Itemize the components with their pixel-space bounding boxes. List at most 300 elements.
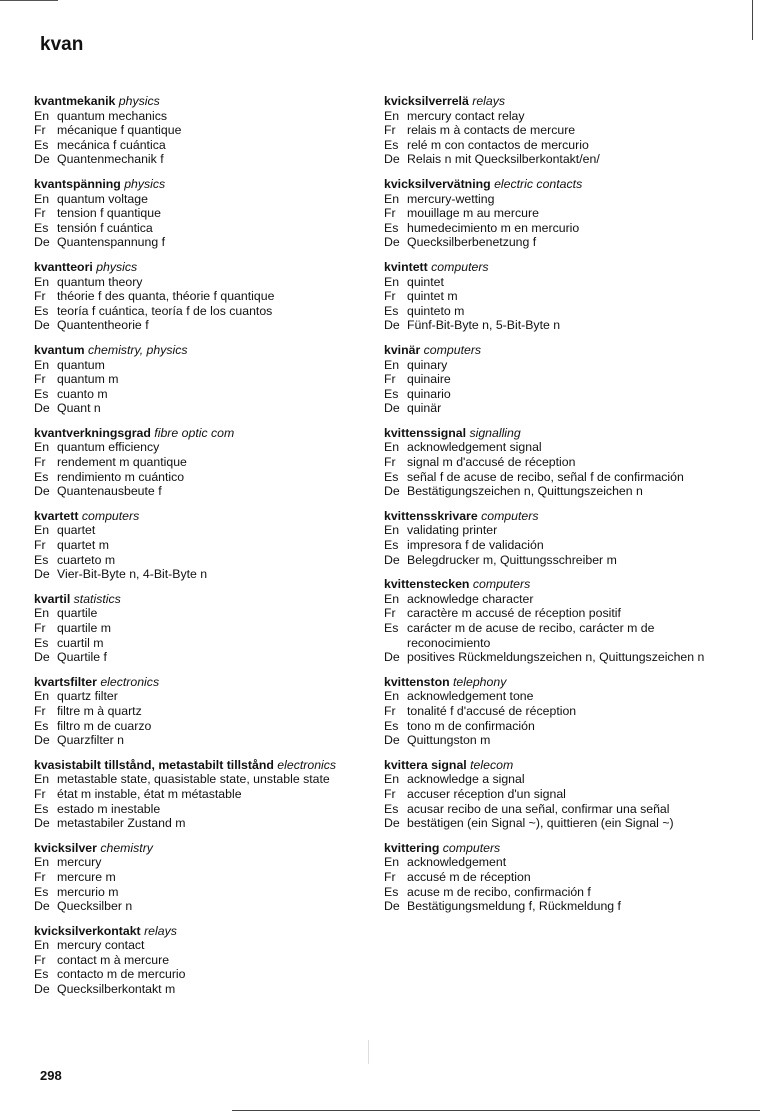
translation-text: quantum voltage (57, 191, 148, 206)
dictionary-entry (34, 94, 374, 167)
translation-text: quinary (407, 357, 448, 372)
language-code: De (384, 152, 400, 167)
headword: kvittera signal (384, 757, 467, 772)
translation-text: Quartile f (57, 650, 107, 665)
translation-text: Quantentheorie f (57, 318, 149, 333)
translation-line (23, 289, 374, 304)
translation-text: relais m à contacts de mercure (407, 123, 576, 138)
dictionary-entry (384, 509, 724, 567)
dictionary-entry (384, 94, 724, 167)
translation-line (373, 123, 724, 138)
translation-text: cuanto m (57, 386, 108, 401)
subject-field: electronics (100, 674, 160, 689)
subject-field: chemistry (100, 840, 153, 855)
translation-text: état m instable, état m métastable (57, 786, 242, 801)
subject-field: electronics (277, 757, 337, 772)
page-number: 298 (40, 1068, 62, 1083)
entry-heading (384, 177, 724, 192)
translation-line (373, 621, 724, 650)
headword: kvartsfilter (34, 674, 97, 689)
translation-line (373, 401, 724, 416)
translation-text: teoría f cuántica, teoría f de los cuantos (57, 303, 273, 318)
translation-text: Quecksilberbenetzung f (407, 235, 537, 250)
translation-line (373, 358, 724, 373)
translation-line (23, 689, 374, 704)
language-code: Es (34, 967, 49, 982)
entry-heading (384, 577, 724, 592)
translation-text: señal f de acuse de recibo, señal f de confirmación (407, 469, 684, 484)
dictionary-entry (34, 924, 374, 997)
translation-text: tonalité f d'accusé de réception (407, 703, 577, 718)
translation-text: mercury contact relay (407, 108, 525, 123)
translation-line (23, 318, 374, 333)
entry-heading (34, 758, 374, 773)
subject-field: telephony (453, 674, 507, 689)
translation-text: acknowledgement (407, 855, 507, 870)
language-code: De (384, 816, 400, 831)
translation-line (23, 523, 374, 538)
translation-line (23, 553, 374, 568)
translation-line (23, 304, 374, 319)
subject-field: computers (442, 840, 501, 855)
translation-text: relé m con contactos de mercurio (407, 137, 589, 152)
translation-text: humedecimiento m en mercurio (407, 220, 580, 235)
language-code: En (34, 606, 50, 621)
translation-text: Quecksilber n (57, 899, 133, 914)
language-code: En (384, 108, 400, 123)
language-code: Fr (384, 786, 396, 801)
headword: kvittenston (384, 674, 450, 689)
headword: kvintett (384, 259, 428, 274)
translation-text: Quantenspannung f (57, 235, 166, 250)
translation-text: metastabiler Zustand m (57, 816, 186, 831)
language-code: Fr (34, 123, 46, 138)
language-code: En (384, 357, 400, 372)
language-code: De (384, 401, 400, 416)
translation-line (23, 855, 374, 870)
entry-heading (34, 509, 374, 524)
subject-field: signalling (469, 425, 521, 440)
translation-line (23, 704, 374, 719)
entry-heading (384, 509, 724, 524)
translation-text: tension f quantique (57, 206, 161, 221)
translation-line (373, 704, 724, 719)
translation-text: Quittungston m (407, 733, 491, 748)
translation-text: filtro m de cuarzo (57, 718, 152, 733)
language-code: Fr (34, 786, 46, 801)
translation-text: cuartil m (57, 635, 104, 650)
headword: kvittensskrivare (384, 508, 478, 523)
headword: kvantverkningsgrad (34, 425, 151, 440)
translation-line (373, 606, 724, 621)
language-code: Fr (34, 372, 46, 387)
language-code: Fr (34, 289, 46, 304)
language-code: Fr (384, 206, 396, 221)
translation-text: quintet (407, 274, 444, 289)
translation-line (373, 221, 724, 236)
translation-line (23, 982, 374, 997)
translation-text: théorie f des quanta, théorie f quantique (57, 289, 275, 304)
translation-text: Relais n mit Quecksilberkontakt/en/ (407, 152, 600, 167)
language-code: Fr (384, 289, 396, 304)
language-code: De (34, 152, 50, 167)
dictionary-entry (384, 177, 724, 250)
translation-line (23, 885, 374, 900)
subject-field: physics (96, 259, 138, 274)
translation-line (23, 470, 374, 485)
translation-text: filtre m à quartz (57, 703, 142, 718)
dictionary-entry (34, 509, 374, 582)
headword: kvittering (384, 840, 440, 855)
translation-text: contacto m de mercurio (57, 967, 186, 982)
language-code: De (34, 567, 50, 582)
subject-field: chemistry, physics (88, 342, 188, 357)
entry-heading (34, 260, 374, 275)
language-code: Es (34, 552, 49, 567)
language-code: Es (384, 884, 399, 899)
translation-text: quantum m (57, 372, 119, 387)
translation-line (373, 885, 724, 900)
language-code: Es (34, 220, 49, 235)
language-code: De (34, 816, 50, 831)
translation-text: quantum theory (57, 274, 143, 289)
translation-line (373, 138, 724, 153)
translation-text: tensión f cuántica (57, 220, 153, 235)
subject-field: computers (81, 508, 140, 523)
translation-text: Vier-Bit-Byte n, 4-Bit-Byte n (57, 567, 208, 582)
language-code: Fr (34, 952, 46, 967)
language-code: De (384, 899, 400, 914)
translation-line (373, 538, 724, 553)
language-code: De (384, 733, 400, 748)
translation-line (373, 855, 724, 870)
subject-field: computers (472, 577, 531, 592)
translation-text: validating printer (407, 523, 498, 538)
entry-heading (384, 94, 724, 109)
translation-text: bestätigen (ein Signal ~), quittieren (ein Signal ~) (407, 816, 674, 831)
translation-line (373, 440, 724, 455)
column-divider (368, 1040, 369, 1064)
translation-line (373, 719, 724, 734)
translation-text: mécanique f quantique (57, 123, 182, 138)
language-code: De (34, 650, 50, 665)
translation-line (23, 275, 374, 290)
language-code: Es (384, 303, 399, 318)
translation-text: acknowledge a signal (407, 772, 525, 787)
entry-heading (34, 675, 374, 690)
translation-text: mouillage m au mercure (407, 206, 539, 221)
translation-text: Quantenmechanik f (57, 152, 164, 167)
translation-text: signal m d'accusé de réception (407, 455, 576, 470)
subject-field: fibre optic com (154, 425, 235, 440)
language-code: Fr (384, 869, 396, 884)
translation-line (23, 938, 374, 953)
translation-line (23, 221, 374, 236)
dictionary-entry (384, 577, 724, 665)
translation-line (23, 636, 374, 651)
language-code: Fr (384, 455, 396, 470)
language-code: De (34, 235, 50, 250)
language-code: Fr (34, 206, 46, 221)
translation-line (373, 289, 724, 304)
translation-text: acknowledgement signal (407, 440, 542, 455)
language-code: De (384, 318, 400, 333)
language-code: En (384, 772, 400, 787)
translation-text: tono m de confirmación (407, 718, 535, 733)
translation-text: quantum (57, 357, 105, 372)
translation-line (373, 455, 724, 470)
translation-line (23, 899, 374, 914)
language-code: De (34, 484, 50, 499)
translation-line (373, 470, 724, 485)
language-code: Es (384, 220, 399, 235)
translation-line (373, 484, 724, 499)
translation-text: accusé m de réception (407, 869, 531, 884)
subject-field: telecom (470, 757, 514, 772)
language-code: En (34, 938, 50, 953)
language-code: De (384, 484, 400, 499)
headword: kvittenstecken (384, 577, 470, 592)
entry-heading (34, 426, 374, 441)
language-code: De (34, 318, 50, 333)
translation-line (23, 567, 374, 582)
translation-line (23, 787, 374, 802)
translation-line (373, 192, 724, 207)
translation-line (23, 802, 374, 817)
translation-line (23, 192, 374, 207)
language-code: En (384, 523, 400, 538)
language-code: Es (384, 137, 399, 152)
translation-line (373, 816, 724, 831)
language-code: Es (384, 718, 399, 733)
dictionary-entry (384, 758, 724, 831)
language-code: De (384, 650, 400, 665)
language-code: En (34, 108, 50, 123)
language-code: De (34, 982, 50, 997)
language-code: En (34, 274, 50, 289)
translation-line (373, 523, 724, 538)
headword: kvantum (34, 342, 85, 357)
translation-text: quinteto m (407, 303, 465, 318)
language-code: Es (384, 538, 399, 553)
language-code: En (384, 440, 400, 455)
headword: kvicksilvervätning (384, 176, 491, 191)
subject-field: computers (431, 259, 489, 274)
dictionary-entry (34, 177, 374, 250)
translation-line (23, 484, 374, 499)
bottom-rule (232, 1110, 760, 1111)
subject-field: computers (481, 508, 539, 523)
translation-text: mercury (57, 855, 102, 870)
subject-field: computers (423, 342, 482, 357)
subject-field: relays (144, 923, 177, 938)
language-code: Fr (384, 123, 396, 138)
translation-text: mecánica f cuántica (57, 137, 166, 152)
translation-line (23, 387, 374, 402)
translation-text: acusar recibo de una señal, confirmar una señal (407, 801, 670, 816)
dictionary-entry (34, 260, 374, 333)
dictionary-entry (384, 343, 724, 416)
translation-text: quinaire (407, 372, 451, 387)
entry-heading (34, 343, 374, 358)
headword: kvicksilverkontakt (34, 923, 141, 938)
translation-text: quintet m (407, 289, 458, 304)
translation-line (23, 235, 374, 250)
translation-text: estado m inestable (57, 801, 161, 816)
translation-text: metastable state, quasistable state, unstable state (57, 772, 330, 787)
language-code: En (34, 855, 50, 870)
translation-text: Quant n (57, 401, 101, 416)
dictionary-entry (34, 675, 374, 748)
translation-text: mercurio m (57, 884, 119, 899)
translation-text: mercure m (57, 869, 116, 884)
language-code: Es (34, 386, 49, 401)
language-code: De (34, 401, 50, 416)
translation-line (23, 733, 374, 748)
translation-line (373, 372, 724, 387)
dictionary-entry (384, 675, 724, 748)
language-code: En (34, 772, 50, 787)
right-column (384, 94, 724, 924)
headword: kvicksilverrelä (384, 94, 469, 108)
subject-field: physics (124, 176, 166, 191)
language-code: Fr (384, 372, 396, 387)
translation-text: Quarzfilter n (57, 733, 124, 748)
language-code: Fr (384, 703, 396, 718)
language-code: Fr (34, 703, 46, 718)
language-code: Es (34, 801, 49, 816)
translation-text: caractère m accusé de réception positif (407, 606, 621, 621)
entry-heading (34, 841, 374, 856)
language-code: Es (34, 303, 49, 318)
translation-text: quartile m (57, 621, 111, 635)
translation-text: impresora f de validación (407, 538, 544, 553)
translation-text: accuser réception d'un signal (407, 786, 566, 801)
dictionary-entry (34, 592, 374, 665)
translation-line (373, 152, 724, 167)
running-head: kvan (40, 34, 84, 55)
language-code: De (384, 552, 400, 567)
translation-text: rendimiento m cuántico (57, 469, 185, 484)
headword: kvartett (34, 508, 79, 523)
language-code: Es (34, 635, 49, 650)
translation-text: quantum efficiency (57, 440, 160, 455)
translation-line (23, 606, 374, 621)
translation-line (373, 802, 724, 817)
language-code: Fr (34, 538, 46, 553)
subject-field: relays (472, 94, 506, 108)
subject-field: physics (118, 94, 160, 108)
headword: kvasistabilt tillstånd, metastabilt tillstånd (34, 757, 274, 772)
language-code: En (34, 191, 50, 206)
translation-line (23, 538, 374, 553)
top-rule (0, 0, 58, 1)
entry-heading (384, 260, 724, 275)
headword: kvicksilver (34, 840, 97, 855)
dictionary-entry (384, 260, 724, 333)
translation-text: acknowledgement tone (407, 689, 534, 704)
language-code: En (384, 191, 400, 206)
entry-heading (34, 924, 374, 939)
dictionary-entry (34, 426, 374, 499)
translation-text: cuarteto m (57, 552, 116, 567)
translation-line (23, 440, 374, 455)
language-code: En (34, 523, 50, 538)
language-code: Fr (34, 455, 46, 470)
subject-field: electric contacts (494, 176, 583, 191)
translation-line (23, 372, 374, 387)
translation-line (23, 772, 374, 787)
right-edge-mark (752, 0, 753, 40)
language-code: En (384, 274, 400, 289)
translation-line (373, 304, 724, 319)
translation-line (373, 689, 724, 704)
language-code: Fr (34, 869, 46, 884)
translation-line (373, 206, 724, 221)
translation-line (23, 206, 374, 221)
translation-line (373, 592, 724, 607)
translation-line (23, 109, 374, 124)
dictionary-entry (34, 841, 374, 914)
translation-line (23, 123, 374, 138)
translation-text: acuse m de recibo, confirmación f (407, 884, 591, 899)
translation-text: quantum mechanics (57, 108, 168, 123)
headword: kvantmekanik (34, 94, 116, 108)
dictionary-entry (34, 343, 374, 416)
translation-line (23, 816, 374, 831)
translation-line (373, 899, 724, 914)
entry-heading (384, 426, 724, 441)
entry-heading (384, 343, 724, 358)
language-code: Es (384, 801, 399, 816)
translation-line (373, 787, 724, 802)
dictionary-entry (34, 758, 374, 831)
entry-heading (34, 94, 374, 109)
language-code: Es (384, 386, 399, 401)
translation-line (23, 358, 374, 373)
headword: kvantteori (34, 259, 93, 274)
entry-heading (384, 841, 724, 856)
translation-line (373, 870, 724, 885)
translation-text: quartet (57, 523, 96, 538)
translation-line (23, 401, 374, 416)
language-code: Es (384, 621, 399, 635)
translation-text: Fünf-Bit-Byte n, 5-Bit-Byte n (407, 318, 561, 333)
translation-text: carácter m de acuse de recibo, carácter m de reconocimiento (407, 621, 655, 650)
translation-line (373, 275, 724, 290)
headword: kvartil (34, 591, 71, 606)
translation-text: Quantenausbeute f (57, 484, 162, 499)
translation-line (373, 650, 724, 665)
translation-line (23, 953, 374, 968)
language-code: De (34, 733, 50, 748)
translation-text: quinario (407, 386, 451, 401)
translation-line (373, 733, 724, 748)
language-code: En (384, 855, 400, 870)
translation-text: positives Rückmeldungszeichen n, Quittungszeichen n (407, 650, 705, 665)
language-code: De (384, 235, 400, 250)
language-code: En (34, 689, 50, 704)
language-code: Es (34, 884, 49, 899)
language-code: En (34, 440, 50, 455)
translation-line (373, 553, 724, 568)
translation-text: quartile (57, 606, 98, 621)
dictionary-entry (384, 841, 724, 914)
translation-line (23, 870, 374, 885)
translation-line (373, 235, 724, 250)
translation-text: Belegdrucker m, Quittungsschreiber m (407, 552, 617, 567)
translation-text: acknowledge character (407, 591, 534, 606)
